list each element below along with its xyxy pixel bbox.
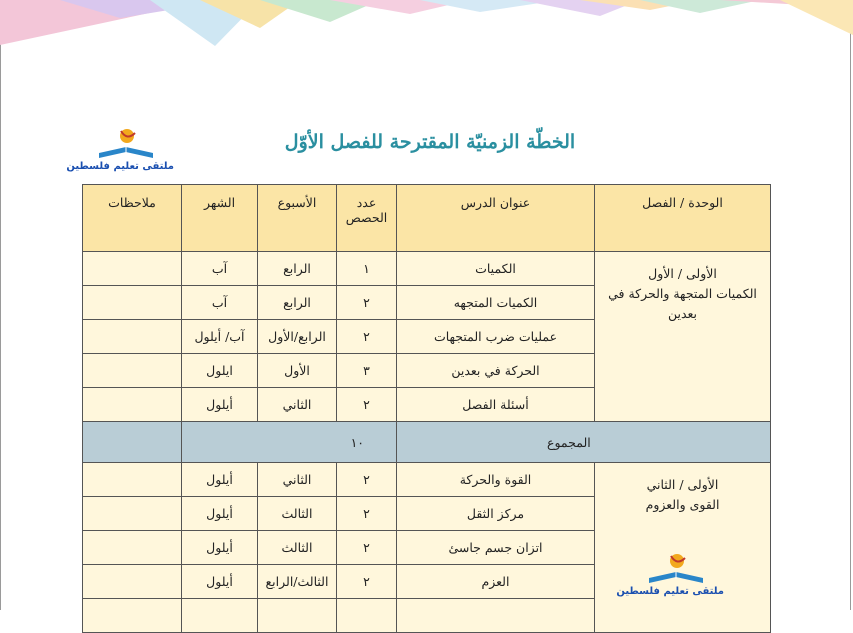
site-logo-watermark bbox=[616, 552, 724, 597]
periods-cell: ٢ bbox=[337, 463, 397, 497]
week-cell: الثاني bbox=[258, 463, 337, 497]
table-header-row bbox=[83, 185, 771, 252]
month-cell: أيلول bbox=[182, 463, 258, 497]
site-logo bbox=[66, 127, 174, 172]
periods-cell: ٢ bbox=[337, 565, 397, 599]
week-cell: الثالث/الرابع bbox=[258, 565, 337, 599]
header-unit: الوحدة / الفصل bbox=[595, 185, 771, 252]
month-cell: ايلول bbox=[182, 354, 258, 388]
lesson-cell: أسئلة الفصل bbox=[397, 388, 595, 422]
total-notes-cell bbox=[83, 422, 182, 463]
lesson-cell: عمليات ضرب المتجهات bbox=[397, 320, 595, 354]
book-icon bbox=[91, 127, 161, 161]
month-cell: آب bbox=[182, 286, 258, 320]
table-row bbox=[83, 252, 771, 286]
header-periods-line2: الحصص bbox=[345, 210, 388, 225]
periods-cell bbox=[337, 599, 397, 633]
header-week: الأسبوع bbox=[258, 185, 337, 252]
unit-cell-2 bbox=[595, 463, 771, 633]
month-cell: أيلول bbox=[182, 388, 258, 422]
book-icon bbox=[641, 552, 711, 586]
week-cell: الرابع bbox=[258, 252, 337, 286]
periods-cell: ٢ bbox=[337, 497, 397, 531]
month-cell: أيلول bbox=[182, 497, 258, 531]
week-cell: الثالث bbox=[258, 531, 337, 565]
unit-1-line3: بعدين bbox=[667, 306, 698, 321]
decorative-banner bbox=[0, 0, 853, 60]
lesson-cell: اتزان جسم جاسئ bbox=[397, 531, 595, 565]
week-cell: الرابع/الأول bbox=[258, 320, 337, 354]
month-cell: أيلول bbox=[182, 531, 258, 565]
header-periods bbox=[337, 185, 397, 252]
periods-cell: ٢ bbox=[337, 531, 397, 565]
total-value: ١٠ bbox=[182, 422, 397, 463]
notes-cell bbox=[83, 531, 182, 565]
lesson-cell: القوة والحركة bbox=[397, 463, 595, 497]
unit-cell-1 bbox=[595, 252, 771, 422]
notes-cell bbox=[83, 252, 182, 286]
header-periods-line1: عدد bbox=[356, 195, 377, 210]
week-cell: الأول bbox=[258, 354, 337, 388]
lesson-cell: الحركة في بعدين bbox=[397, 354, 595, 388]
month-cell bbox=[182, 599, 258, 633]
logo-text: ملتقى تعليم فلسطين bbox=[616, 586, 724, 597]
unit-2-line1: الأولى / الثاني bbox=[646, 477, 719, 492]
notes-cell bbox=[83, 463, 182, 497]
week-cell: الثاني bbox=[258, 388, 337, 422]
notes-cell bbox=[83, 354, 182, 388]
month-cell: أيلول bbox=[182, 565, 258, 599]
notes-cell bbox=[83, 497, 182, 531]
header-month: الشهر bbox=[182, 185, 258, 252]
table-row bbox=[83, 463, 771, 497]
notes-cell bbox=[83, 388, 182, 422]
unit-1-line1: الأولى / الأول bbox=[648, 266, 717, 281]
header-lesson: عنوان الدرس bbox=[397, 185, 595, 252]
periods-cell: ٢ bbox=[337, 388, 397, 422]
total-label: المجموع bbox=[397, 422, 771, 463]
periods-cell: ٢ bbox=[337, 320, 397, 354]
lesson-cell: العزم bbox=[397, 565, 595, 599]
notes-cell bbox=[83, 599, 182, 633]
unit-1-line2: الكميات المتجهة والحركة في bbox=[608, 286, 757, 301]
month-cell: آب/ أيلول bbox=[182, 320, 258, 354]
logo-text: ملتقى تعليم فلسطين bbox=[66, 161, 174, 172]
periods-cell: ٢ bbox=[337, 286, 397, 320]
notes-cell bbox=[83, 565, 182, 599]
periods-cell: ٣ bbox=[337, 354, 397, 388]
notes-cell bbox=[83, 320, 182, 354]
periods-cell: ١ bbox=[337, 252, 397, 286]
lesson-cell: الكميات bbox=[397, 252, 595, 286]
month-cell: آب bbox=[182, 252, 258, 286]
page-title: الخطّة الزمنيّة المقترحة للفصل الأوّل bbox=[284, 131, 576, 153]
week-cell: الرابع bbox=[258, 286, 337, 320]
header-notes: ملاحظات bbox=[83, 185, 182, 252]
week-cell: الثالث bbox=[258, 497, 337, 531]
lesson-cell: الكميات المتجهه bbox=[397, 286, 595, 320]
unit-2-line2: القوى والعزوم bbox=[645, 497, 720, 512]
notes-cell bbox=[83, 286, 182, 320]
week-cell bbox=[258, 599, 337, 633]
total-row bbox=[83, 422, 771, 463]
lesson-cell bbox=[397, 599, 595, 633]
lesson-cell: مركز الثقل bbox=[397, 497, 595, 531]
